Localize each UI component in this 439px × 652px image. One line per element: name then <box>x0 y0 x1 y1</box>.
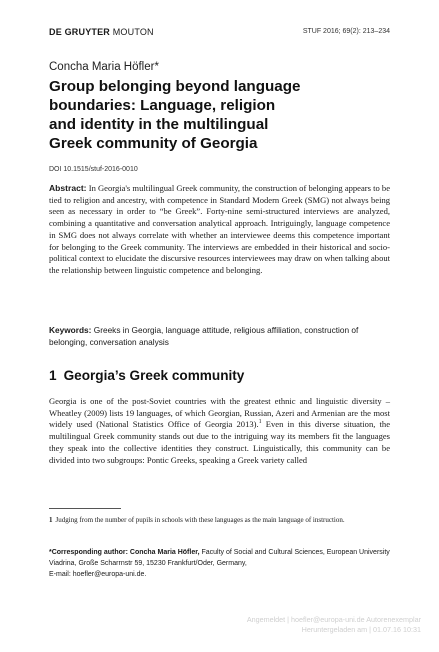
body-text-end: Even in this diverse situation, the multilingual Greek community stands out due to the intriguing way its members fit the languages they speak into the collective identities they construct. Linguistically, this community can be divided into two subgroups: Pontic Greeks, speaking a Greek variety called <box>49 419 390 465</box>
publisher-name-bold: DE GRUYTER <box>49 27 111 37</box>
title-line: and identity in the multilingual <box>49 116 269 133</box>
title-line: Greek community of Georgia <box>49 135 258 152</box>
correspondence-label: *Corresponding author: Concha Maria Höfler, <box>49 549 200 556</box>
correspondence-email[interactable]: E-mail: hoefler@europa-uni.de. <box>49 571 147 578</box>
author-name: Concha Maria Höfler* <box>49 61 159 73</box>
keywords <box>49 325 390 348</box>
publisher-name-rest: MOUTON <box>112 27 154 37</box>
footnote-divider <box>49 508 121 509</box>
footnote-ref[interactable]: 1 <box>258 419 262 426</box>
abstract <box>49 183 390 277</box>
section-heading <box>49 368 244 383</box>
title-line: Group belonging beyond language <box>49 78 301 95</box>
journal-citation: STUF 2016; 69(2): 213–234 <box>302 28 390 35</box>
footnote-number: 1 <box>49 516 53 524</box>
keywords-text: Greeks in Georgia, language attitude, religious affiliation, construction of belonging, conversation analysis <box>49 325 359 347</box>
abstract-text: In Georgia's multilingual Greek community, the construction of belonging appears to be tied to religion and ancestry, with competence in Standard Modern Greek (SMG) not always being seen as necessary in order to “be Greek”. Forty-nine semi-structured interviews are analyzed, combining a quantitative and conversation analytical approach. Intriguingly, language competence in SMG does not always correlate with whether an interviewee deems this competence important for belonging to the Greek community. The interviews are embedded in their historical and socio-political context to elucidate the discursive resources interviewees may draw on when talking about the relationship between linguistic competence and belonging. <box>49 183 390 275</box>
body-text-start: Georgia is one of the post-Soviet countries with the greatest ethnic and linguistic diversity – Wheatley (2009) lists 19 languages, of which Georgian, Russian, Azeri and Armenian are the most widely used (National Statistics Office of Georgia 2013). <box>49 396 390 430</box>
keywords-label: Keywords: <box>49 325 92 335</box>
section-title: Georgia’s Greek community <box>63 368 245 383</box>
doi: DOI 10.1515/stuf-2016-0010 <box>49 166 138 173</box>
article-title <box>49 77 389 153</box>
footnote-text: Judging from the number of pupils in schools with these languages as the main language of instruction. <box>55 516 345 524</box>
body-paragraph <box>49 396 390 466</box>
page-header <box>49 27 390 41</box>
watermark-line: Angemeldet | hoefler@europa-uni.de Autorenexemplar <box>246 615 421 624</box>
title-line: boundaries: Language, religion <box>49 97 276 114</box>
publisher-logo <box>49 27 154 37</box>
abstract-label: Abstract: <box>49 183 87 193</box>
footnote <box>49 515 390 525</box>
correspondence <box>49 547 390 580</box>
download-watermark <box>201 615 421 635</box>
section-number: 1 <box>49 368 57 383</box>
watermark-line: Heruntergeladen am | 01.07.16 10:31 <box>301 625 421 634</box>
correspondence-address: Faculty of Social and Cultural Sciences, European University Viadrina, Große Scharrnstr 59, 15230 Frankfurt/Oder, Germany, <box>49 549 390 567</box>
